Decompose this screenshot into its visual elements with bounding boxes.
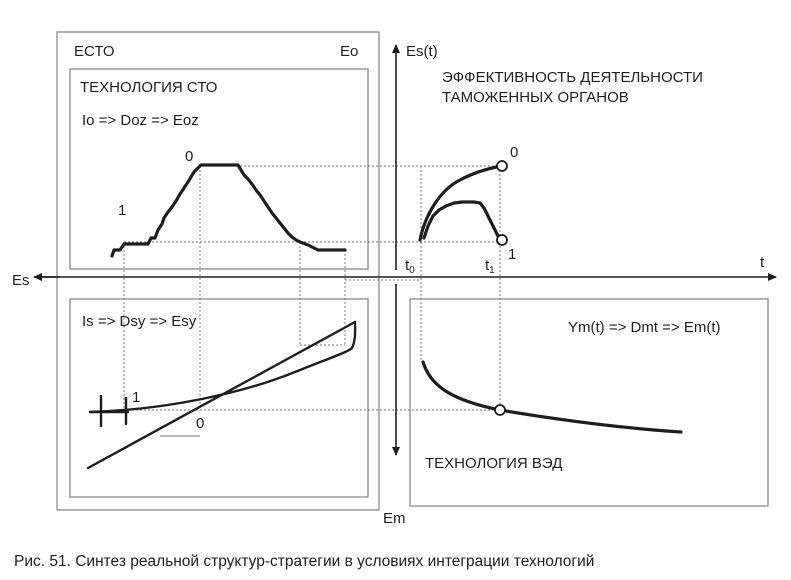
label-chain-bottom-left: Is => Dsy => Esy — [82, 313, 197, 330]
label-t1-base: t — [485, 257, 490, 274]
label-effectiveness: ЭФФЕКТИВНОСТЬ ДЕЯТЕЛЬНОСТИ — [442, 69, 703, 86]
figure-caption: Рис. 51. Синтез реальной структур-стратегии в условиях интеграции технологий — [14, 553, 595, 570]
label-t0-sub: 0 — [409, 265, 415, 276]
label-ecto: ЕСТО — [74, 43, 115, 60]
label-point-bottom-1: 1 — [132, 389, 141, 406]
label-technology-ved: ТЕХНОЛОГИЯ ВЭД — [425, 455, 563, 472]
label-em: Em — [383, 510, 406, 527]
label-chain-bottom-right: Ym(t) => Dmt => Em(t) — [568, 319, 721, 336]
marker-effectiveness-0 — [497, 161, 507, 171]
label-point-top-1: 1 — [118, 202, 127, 219]
label-t1 — [485, 257, 495, 276]
label-t0 — [405, 257, 415, 276]
label-point-right-1: 1 — [508, 246, 517, 263]
marker-effectiveness-1 — [497, 235, 507, 245]
label-point-top-0: 0 — [185, 148, 194, 165]
label-technology-sto: ТЕХНОЛОГИЯ СТО — [80, 79, 218, 96]
label-es-t: Es(t) — [406, 43, 438, 60]
label-eo: Eo — [340, 43, 359, 60]
label-es: Es — [12, 272, 30, 289]
ved-decay-curve — [423, 362, 681, 432]
label-customs-bodies: ТАМОЖЕННЫХ ОРГАНОВ — [442, 89, 629, 106]
sto-technology-frame — [70, 69, 368, 269]
marker-ved-t1 — [495, 405, 505, 415]
esy-curve — [90, 322, 355, 412]
label-point-right-0: 0 — [510, 144, 519, 161]
ecto-outer-frame — [57, 32, 379, 510]
label-t0-base: t — [405, 257, 410, 274]
label-point-bottom-0: 0 — [196, 415, 205, 432]
label-t1-sub: 1 — [489, 265, 495, 276]
effectiveness-inner-curve — [424, 202, 500, 240]
label-chain-top: Io => Doz => Eoz — [82, 112, 199, 129]
label-t: t — [760, 254, 765, 271]
